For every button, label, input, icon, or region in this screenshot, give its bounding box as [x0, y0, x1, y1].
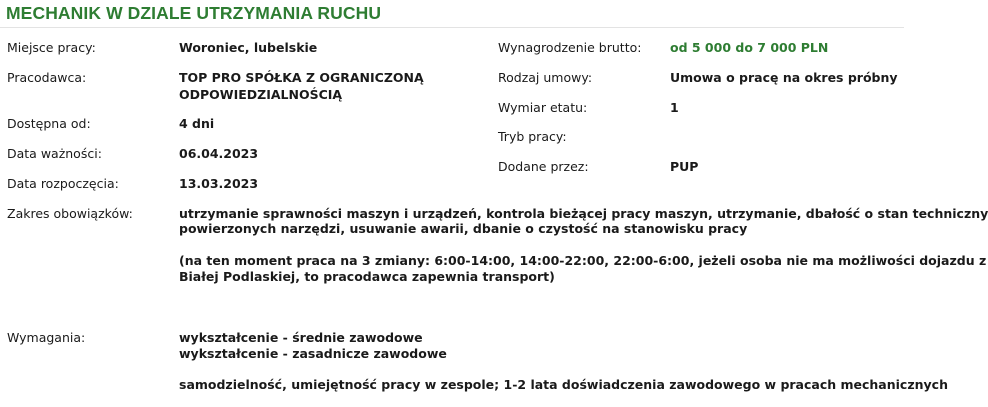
- requirement-education-1: wykształcenie - średnie zawodowe: [179, 330, 423, 345]
- duties-line-2: powierzonych narzędzi, usuwanie awarii, dbanie o czystość na stanowisku pracy: [179, 221, 748, 236]
- salary-value: od 5 000 do 7 000 PLN: [670, 40, 829, 55]
- work-mode-label: Tryb pracy:: [498, 129, 567, 144]
- available-since-value: 4 dni: [179, 116, 215, 131]
- duties-line-1: utrzymanie sprawności maszyn i urządzeń, kontrola bieżącej pracy maszyn, utrzymanie, dbałość o stan techniczny: [179, 206, 988, 221]
- available-since-label: Dostępna od:: [7, 116, 91, 131]
- duties-label: Zakres obowiązków:: [7, 206, 133, 221]
- added-by-label: Dodane przez:: [498, 159, 589, 174]
- work-time-value: 1: [670, 100, 679, 115]
- contract-type-value: Umowa o pracę na okres próbny: [670, 70, 898, 85]
- location-label: Miejsce pracy:: [7, 40, 96, 55]
- salary-label: Wynagrodzenie brutto:: [498, 40, 642, 55]
- title-divider: [0, 27, 904, 28]
- added-by-value: PUP: [670, 159, 699, 174]
- duties-line-3: (na ten moment praca na 3 zmiany: 6:00-14:00, 14:00-22:00, 22:00-6:00, jeżeli osoba nie ma możliwości dojazdu z: [179, 253, 987, 268]
- contract-type-label: Rodzaj umowy:: [498, 70, 593, 85]
- employer-label: Pracodawca:: [7, 70, 87, 85]
- duties-line-4: Białej Podlaskiej, to pracodawca zapewnia transport): [179, 269, 555, 284]
- location-value: Woroniec, lubelskie: [179, 40, 318, 55]
- start-date-value: 13.03.2023: [179, 176, 259, 191]
- requirements-label: Wymagania:: [7, 330, 86, 345]
- expiry-date-label: Data ważności:: [7, 146, 102, 161]
- employer-value-line2: ODPOWIEDZIALNOŚCIĄ: [179, 87, 343, 102]
- requirement-education-2: wykształcenie - zasadnicze zawodowe: [179, 346, 447, 361]
- work-time-label: Wymiar etatu:: [498, 100, 588, 115]
- start-date-label: Data rozpoczęcia:: [7, 176, 119, 191]
- job-title: MECHANIK W DZIALE UTRZYMANIA RUCHU: [6, 3, 382, 23]
- expiry-date-value: 06.04.2023: [179, 146, 259, 161]
- employer-value-line1: TOP PRO SPÓŁKA Z OGRANICZONĄ: [179, 70, 424, 85]
- requirement-skills: samodzielność, umiejętność pracy w zespole; 1-2 lata doświadczenia zawodowego w pracach mechanicznych: [179, 377, 948, 392]
